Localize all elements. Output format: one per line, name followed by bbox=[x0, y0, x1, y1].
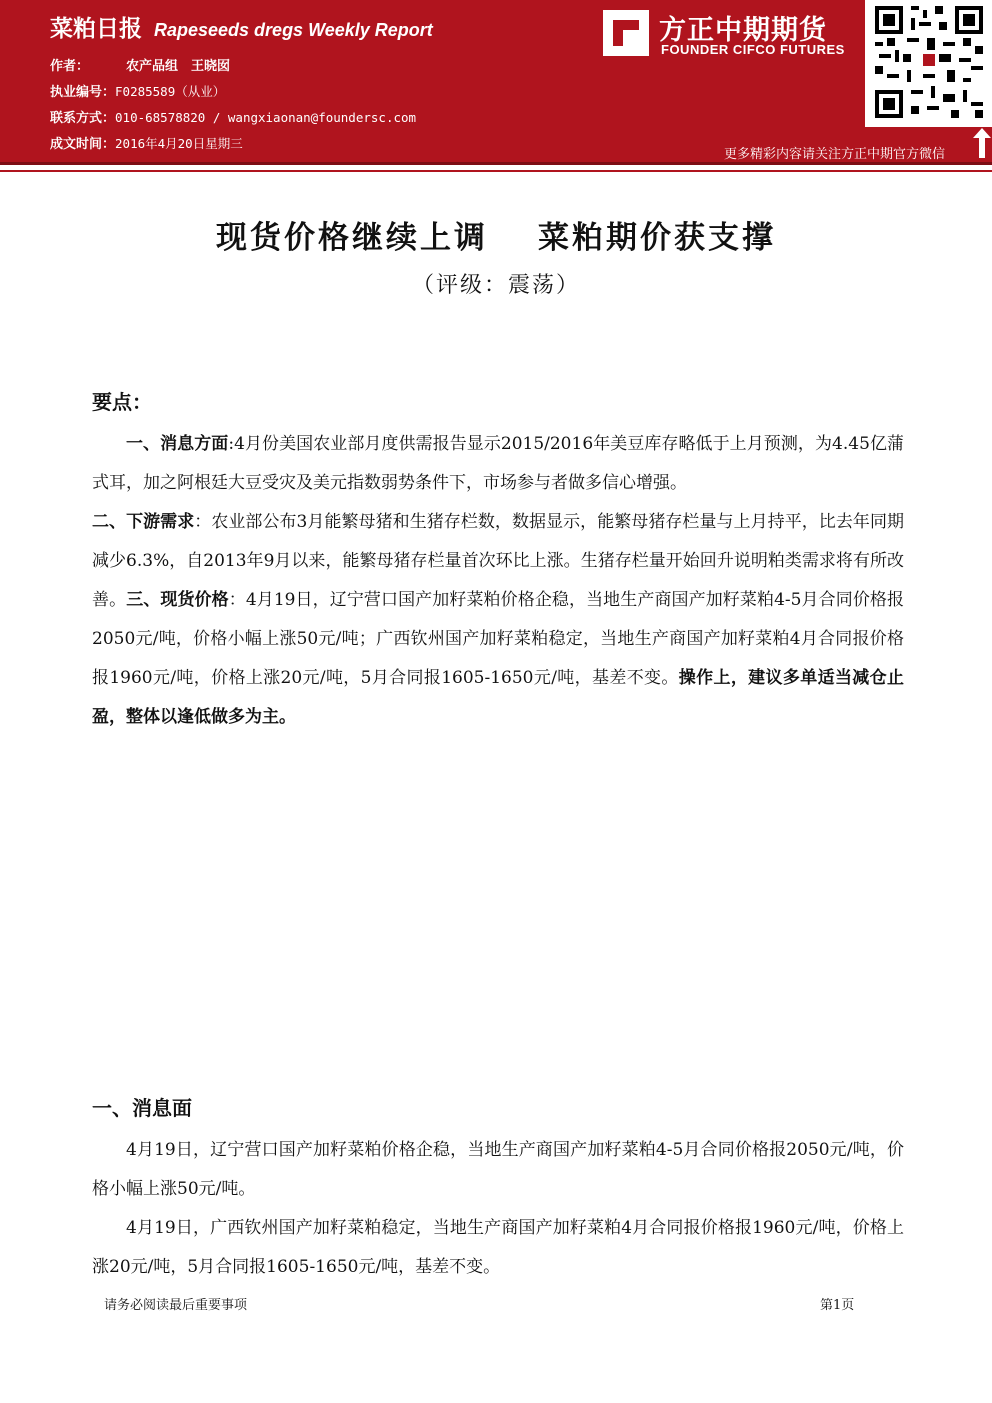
keypoint-demand-text: ：农业部公布3月能繁母猪和生猪存栏数，数据显示，能繁母猪存栏量与上月持平，比去年同期减少6.3%，自2013年9月以来，能繁母猪存栏量首次环比上涨。生猪存栏量开始回升说明粕类需求将有所改善。 bbox=[92, 512, 904, 610]
author-line bbox=[50, 55, 230, 74]
keypoint-spot-text: ：4月19日，辽宁营口国产加籽菜粕价格企稳，当地生产商国产加籽菜粕4-5月合同价格报2050元/吨，价格小幅上涨50元/吨；广西钦州国产加籽菜粕稳定，当地生产商国产加籽菜粕4月合同报价格报1960元/吨，价格上涨20元/吨，5月合同报1605-1650元/吨，基差不变。 bbox=[92, 590, 905, 688]
report-title bbox=[50, 10, 433, 43]
arrow-up-icon bbox=[973, 128, 991, 158]
keypoint-demand bbox=[92, 503, 904, 737]
date-label: 成文时间： bbox=[50, 137, 116, 152]
license-value: F0285589（从业） bbox=[115, 84, 226, 99]
qr-code-icon bbox=[875, 6, 983, 118]
keypoint-news bbox=[92, 425, 904, 503]
logo-mark-icon bbox=[603, 10, 649, 56]
section-heading-news: 一、消息面 bbox=[92, 1096, 192, 1120]
rating-line: （评级：震荡） bbox=[411, 273, 580, 298]
news-paragraph-1: 4月19日，辽宁营口国产加籽菜粕价格企稳，当地生产商国产加籽菜粕4-5月合同价格报2050元/吨，价格小幅上涨50元/吨。 bbox=[92, 1140, 904, 1199]
company-logo bbox=[603, 8, 863, 64]
report-title-en: Rapeseeds dregs Weekly Report bbox=[154, 20, 433, 40]
author-label: 作者： bbox=[50, 59, 90, 74]
keypoint-spot-label: 三、现货价格 bbox=[126, 590, 229, 610]
header-divider-thin bbox=[0, 170, 992, 172]
keypoint-news-label: 一、消息方面 bbox=[126, 434, 229, 454]
license-line bbox=[50, 81, 225, 100]
date-line bbox=[50, 133, 243, 152]
logo-text-en: FOUNDER CIFCO FUTURES bbox=[661, 42, 845, 57]
license-label: 执业编号： bbox=[50, 85, 116, 100]
contact-label: 联系方式： bbox=[50, 111, 116, 126]
page-title-part1: 现货价格继续上调 bbox=[216, 220, 488, 256]
author-value: 农产品组 王晓囡 bbox=[126, 59, 231, 74]
news-paragraph-2: 4月19日，广西钦州国产加籽菜粕稳定，当地生产商国产加籽菜粕4月合同报价格报1960元/吨，价格上涨20元/吨，5月合同报1605-1650元/吨，基差不变。 bbox=[92, 1218, 904, 1277]
contact-value: 010-68578820 / wangxiaonan@foundersc.com bbox=[115, 110, 417, 125]
contact-line bbox=[50, 107, 416, 126]
follow-wechat-text: 更多精彩内容请关注方正中期官方微信 bbox=[724, 147, 946, 162]
keypoint-news-text: :4月份美国农业部月度供需报告显示2015/2016年美豆库存略低于上月预测，为4.45亿蒲式耳，加之阿根廷大豆受灾及美元指数弱势条件下，市场参与者做多信心增强。 bbox=[92, 434, 905, 493]
keypoint-demand-label: 二、下游需求 bbox=[92, 512, 195, 532]
header-divider bbox=[0, 162, 992, 165]
page-number: 第1页 bbox=[820, 1298, 855, 1313]
qr-code bbox=[865, 0, 992, 127]
date-value: 2016年4月20日星期三 bbox=[115, 136, 243, 151]
page-title bbox=[0, 212, 992, 257]
page-title-part2: 菜粕期价获支撑 bbox=[538, 220, 776, 256]
report-title-cn: 菜粕日报 bbox=[50, 16, 142, 42]
logo-text-cn: 方正中期期货 bbox=[659, 15, 827, 46]
footer-notice: 请务必阅读最后重要事项 bbox=[104, 1298, 248, 1313]
keypoints-heading: 要点： bbox=[92, 390, 152, 414]
keypoint-conclusion: 操作上，建议多单适当减仓止盈，整体以逢低做多为主。 bbox=[92, 668, 905, 727]
